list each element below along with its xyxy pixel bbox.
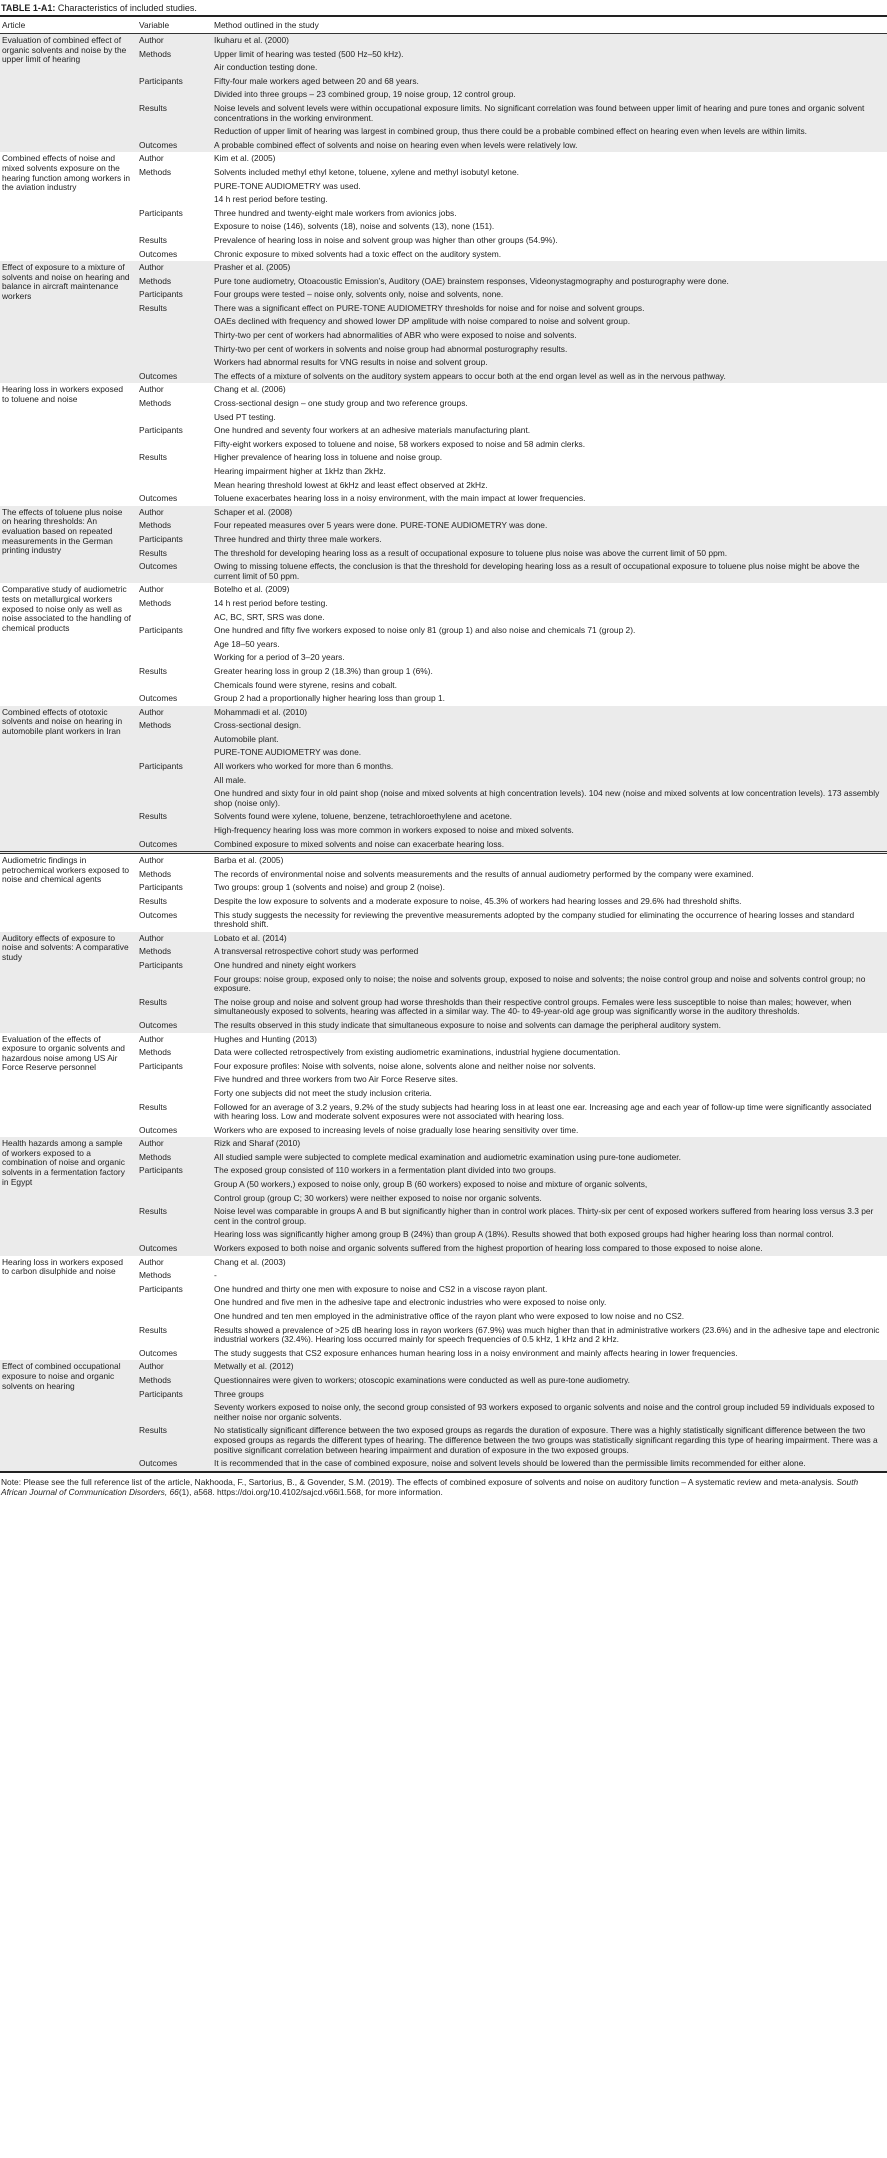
variable-cell: Outcomes [139, 1124, 178, 1135]
method-cell: High-frequency hearing loss was more common in workers exposed to noise and mixed solvents. [212, 824, 887, 838]
method-cell: Used PT testing. [214, 411, 276, 422]
variable-cell: Results [139, 1101, 167, 1112]
method-cell: The study suggests that CS2 exposure enhances human hearing loss in a noisy environment and mainly affects hearing in lower frequencies. [214, 1347, 738, 1358]
variable-cell [137, 1192, 212, 1206]
variable-cell [137, 180, 212, 194]
variable-cell: Methods [139, 868, 172, 879]
variable-cell: Participants [137, 533, 212, 547]
variable-cell [137, 1228, 212, 1242]
method-cell: A probable combined effect of solvents and noise on hearing even when levels were relatively low. [212, 139, 887, 153]
variable-cell [137, 1178, 212, 1192]
method-cell: No statistically significant difference between the two exposed groups as regards the duration of exposure. There was a highly statistically significant difference between the two exposed groups as regards the different types of hearing. The difference between the two groups was statistically significant regarding this type of hearing impairment. There was a positive significant correlation between hearing impairment and duration of exposure in the two exposed groups. [212, 1424, 887, 1457]
method-cell: Workers exposed to both noise and organic solvents suffered from the highest proportion of hearing loss compared to those exposed to noise alone. [212, 1242, 887, 1256]
method-cell: Barba et al. (2005) [212, 853, 887, 868]
method-cell: Age 18–50 years. [214, 638, 280, 649]
variable-cell: Author [137, 1137, 212, 1151]
method-cell: The results observed in this study indicate that simultaneous exposure to noise and solvents can damage the peripheral auditory system. [212, 1019, 887, 1033]
variable-cell [137, 329, 212, 343]
method-cell: Kim et al. (2005) [214, 153, 276, 164]
variable-cell: Results [137, 1205, 212, 1228]
method-cell: Four repeated measures over 5 years were done. PURE-TONE AUDIOMETRY was done. [212, 519, 887, 533]
variable-cell: Outcomes [137, 1242, 212, 1256]
table-row [0, 1033, 887, 1047]
caption-label: TABLE 1-A1: [1, 3, 56, 13]
method-cell: Fifty-four male workers aged between 20 and 68 years. [212, 75, 887, 89]
variable-cell: Methods [139, 166, 172, 177]
method-cell: Control group (group C; 30 workers) were neither exposed to noise nor organic solvents. [212, 1192, 887, 1206]
variable-cell: Methods [139, 1270, 172, 1281]
variable-cell [137, 1401, 212, 1424]
variable-cell [137, 193, 212, 207]
method-cell: The threshold for developing hearing loss as a result of occupational exposure to toluene plus noise was above the current limit of 50 ppm. [212, 547, 887, 561]
variable-cell [137, 774, 212, 788]
variable-cell: Outcomes [137, 1019, 212, 1033]
table-row [0, 261, 887, 275]
variable-cell: Methods [137, 945, 212, 959]
method-cell: All workers who worked for more than 6 months. [212, 760, 887, 774]
variable-cell: Outcomes [137, 560, 212, 583]
method-cell: There was a significant effect on PURE-TONE AUDIOMETRY thresholds for noise and for noise and solvent groups. [212, 302, 887, 316]
variable-cell: Outcomes [137, 139, 212, 153]
table-row [0, 383, 887, 397]
method-cell: Thirty-two per cent of workers had abnormalities of ABR who were exposed to noise and solvents. [212, 329, 887, 343]
method-cell: Solvents found were xylene, toluene, benzene, tetrachloroethylene and acetone. [212, 810, 887, 824]
table-row [0, 706, 887, 720]
header-method: Method outlined in the study [212, 16, 887, 34]
variable-cell: Outcomes [139, 909, 178, 920]
variable-cell: Results [137, 1424, 212, 1457]
method-cell: Mean hearing threshold lowest at 6kHz and least effect observed at 2kHz. [214, 479, 488, 490]
variable-cell [137, 787, 212, 810]
method-cell: PURE-TONE AUDIOMETRY was done. [212, 746, 887, 760]
variable-cell [137, 411, 212, 425]
variable-cell: Participants [139, 207, 183, 218]
variable-cell: Methods [137, 48, 212, 62]
method-cell: Fifty-eight workers exposed to toluene and noise, 58 workers exposed to noise and 58 admin clerks. [214, 438, 586, 449]
variable-cell: Outcomes [139, 248, 178, 259]
method-cell: Noise level was comparable in groups A and B but significantly higher than in control work places. Thirty-six per cent of exposed workers suffered from hearing loss versus 3.3 per cent in the control group. [212, 1205, 887, 1228]
method-cell: A transversal retrospective cohort study was performed [212, 945, 887, 959]
method-cell: Followed for an average of 3.2 years, 9.2% of the study subjects had hearing loss in at least one ear. Increasing age and each year of follow-up time were significantly associated with hearing loss. Low and moderate solvent exposures were not associated with hearing loss. [214, 1101, 872, 1122]
variable-cell: Results [139, 1324, 167, 1335]
variable-cell: Author [137, 853, 212, 868]
article-title: Comparative study of audiometric tests on metallurgical workers exposed to noise only as well as noise associated to the handling of chemical products [2, 584, 131, 633]
variable-cell [137, 1073, 212, 1087]
variable-cell: Participants [139, 425, 183, 436]
variable-cell [137, 611, 212, 625]
variable-cell [137, 125, 212, 139]
method-cell: Despite the low exposure to solvents and a moderate exposure to noise, 45.3% of workers had hearing losses and 29.6% had threshold shifts. [214, 896, 742, 906]
article-title: Auditory effects of exposure to noise and solvents: A comparative study [0, 932, 137, 1033]
studies-table [0, 15, 887, 1473]
method-cell: One hundred and ten men employed in the administrative office of the rayon plant who were exposed to low noise and no CS2. [214, 1311, 685, 1321]
table-row [0, 506, 887, 520]
method-cell: AC, BC, SRT, SRS was done. [214, 611, 325, 622]
method-cell: One hundred and seventy four workers at an adhesive materials manufacturing plant. [214, 425, 531, 436]
table-row [0, 1256, 887, 1270]
variable-cell: Methods [137, 519, 212, 533]
variable-cell [137, 479, 212, 493]
caption-text: Characteristics of included studies. [55, 3, 197, 13]
method-cell: Hughes and Hunting (2013) [214, 1033, 317, 1044]
variable-cell: Results [139, 234, 167, 245]
method-cell: One hundred and sixty four in old paint shop (noise and mixed solvents at high concentration levels). 104 new (noise and mixed solvents at low concentration levels). 173 assembly shop (noise only). [212, 787, 887, 810]
table-row [0, 583, 887, 597]
variable-cell: Results [137, 996, 212, 1019]
note-citation: (1), a568. https://doi.org/10.4102/sajcd.v66i1.568, for more information. [178, 1486, 443, 1497]
variable-cell: Methods [137, 1374, 212, 1388]
variable-cell [137, 973, 212, 996]
method-cell: The noise group and noise and solvent group had worse thresholds than their respective control groups. Females were less susceptible to noise than males; however, when simultaneously exposed to solvents, hearing was affected in a similar way. The 40- to 49-year-old age group was significantly worse in the auditory thresholds. [212, 996, 887, 1019]
method-cell: Four exposure profiles: Noise with solvents, noise alone, solvents alone and neither noise nor solvents. [214, 1060, 596, 1071]
variable-cell: Author [137, 34, 212, 48]
article-title: The effects of toluene plus noise on hearing thresholds: An evaluation based on repeated measurements in the German printing industry [0, 506, 137, 584]
method-cell: - [214, 1270, 217, 1281]
variable-cell [137, 315, 212, 329]
method-cell: Divided into three groups – 23 combined group, 19 noise group, 12 control group. [212, 88, 887, 102]
method-cell: Rizk and Sharaf (2010) [212, 1137, 887, 1151]
method-cell: Combined exposure to mixed solvents and noise can exacerbate hearing loss. [212, 838, 887, 853]
method-cell: 14 h rest period before testing. [214, 597, 328, 608]
method-cell: OAEs declined with frequency and showed lower DP amplitude with noise compared to noise and solvent group. [212, 315, 887, 329]
variable-cell: Participants [139, 882, 183, 893]
method-cell: Automobile plant. [212, 733, 887, 747]
method-cell: This study suggests the necessity for reviewing the preventive measurements adopted by the company studied for eliminating the occurrence of hearing losses and standard threshold shift. [214, 909, 855, 930]
variable-cell [137, 638, 212, 652]
method-cell: Solvents included methyl ethyl ketone, toluene, xylene and methyl isobutyl ketone. [214, 166, 519, 177]
method-cell: Lobato et al. (2014) [212, 932, 887, 946]
variable-cell: Outcomes [137, 1457, 212, 1472]
variable-cell [137, 343, 212, 357]
variable-cell: Outcomes [137, 838, 212, 853]
variable-cell: Participants [137, 959, 212, 973]
article-title: Hearing loss in workers exposed to toluene and noise [2, 384, 124, 405]
variable-cell: Author [137, 506, 212, 520]
variable-cell: Author [137, 1360, 212, 1374]
variable-cell: Participants [137, 760, 212, 774]
method-cell: Mohammadi et al. (2010) [212, 706, 887, 720]
table-note [0, 1473, 887, 1501]
method-cell: All male. [212, 774, 887, 788]
variable-cell: Methods [137, 719, 212, 733]
method-cell: Four groups were tested – noise only, solvents only, noise and solvents, none. [212, 288, 887, 302]
variable-cell [137, 651, 212, 665]
table-row [0, 152, 887, 166]
method-cell: Three hundred and twenty-eight male workers from avionics jobs. [214, 207, 457, 218]
table-caption [0, 0, 887, 15]
method-cell: Workers who are exposed to increasing levels of noise gradually lose hearing sensitivity over time. [214, 1124, 579, 1135]
variable-cell [137, 1296, 212, 1310]
method-cell: It is recommended that in the case of combined exposure, noise and solvent levels should be lowered than the permissible limits recommended for either alone. [212, 1457, 887, 1472]
note-journal: South African Journal of Communication Disorders, 66 [1, 1476, 859, 1497]
variable-cell: Author [139, 584, 164, 595]
table-header-row [0, 16, 887, 34]
method-cell: Four groups: noise group, exposed only to noise; the noise and solvents group, exposed to noise and solvents; the noise control group and noise and solvents control group; no exposure. [212, 973, 887, 996]
table-row [0, 932, 887, 946]
variable-cell: Methods [139, 1047, 172, 1058]
article-title: Evaluation of combined effect of organic solvents and noise by the upper limit of hearing [0, 34, 137, 153]
variable-cell: Methods [139, 597, 172, 608]
variable-cell [137, 1087, 212, 1101]
article-title: Combined effects of ototoxic solvents and noise on hearing in automobile plant workers in Iran [0, 706, 137, 853]
variable-cell [137, 61, 212, 75]
method-cell: One hundred and thirty one men with exposure to noise and CS2 in a viscose rayon plant. [214, 1283, 548, 1294]
variable-cell: Participants [137, 1388, 212, 1402]
variable-cell: Methods [139, 398, 172, 409]
variable-cell: Author [137, 932, 212, 946]
header-article: Article [0, 16, 137, 34]
method-cell: Forty one subjects did not meet the study inclusion criteria. [214, 1087, 432, 1098]
variable-cell: Methods [137, 275, 212, 289]
method-cell: Exposure to noise (146), solvents (18), noise and solvents (13), none (151). [214, 221, 495, 232]
method-cell: Botelho et al. (2009) [214, 584, 290, 595]
method-cell: Five hundred and three workers from two Air Force Reserve sites. [214, 1074, 458, 1085]
method-cell: Noise levels and solvent levels were within occupational exposure limits. No significant correlation was found between upper limit of hearing and pure tones and organic solvent concentrations in the working environment. [212, 102, 887, 125]
variable-cell: Author [139, 153, 164, 164]
method-cell: Chang et al. (2006) [214, 384, 286, 395]
method-cell: Metwally et al. (2012) [212, 1360, 887, 1374]
method-cell: Greater hearing loss in group 2 (18.3%) than group 1 (6%). [214, 665, 433, 676]
method-cell: Workers had abnormal results for VNG results in noise and solvent group. [212, 356, 887, 370]
variable-cell: Author [139, 1256, 164, 1267]
method-cell: Higher prevalence of hearing loss in toluene and noise group. [214, 452, 443, 463]
variable-cell [137, 679, 212, 693]
method-cell: Thirty-two per cent of workers in solvents and noise group had abnormal posturography results. [212, 343, 887, 357]
variable-cell [137, 438, 212, 452]
variable-cell [137, 465, 212, 479]
article-title: Effect of exposure to a mixture of solvents and noise on hearing and balance in aircraft maintenance workers [0, 261, 137, 383]
method-cell: Schaper et al. (2008) [212, 506, 887, 520]
article-title: Effect of combined occupational exposure to noise and organic solvents on hearing [0, 1360, 137, 1471]
method-cell: Data were collected retrospectively from existing audiometric examinations, industrial hygiene documentation. [214, 1047, 621, 1058]
variable-cell [137, 220, 212, 234]
method-cell: Prasher et al. (2005) [212, 261, 887, 275]
variable-cell: Results [139, 665, 167, 676]
method-cell: Hearing impairment higher at 1kHz than 2kHz. [214, 466, 386, 476]
table-body [0, 34, 887, 1472]
variable-cell: Results [139, 896, 167, 906]
table-row [0, 34, 887, 48]
method-cell: Upper limit of hearing was tested (500 Hz–50 kHz). [212, 48, 887, 62]
variable-cell [137, 88, 212, 102]
variable-cell: Participants [139, 625, 183, 636]
variable-cell: Participants [137, 1164, 212, 1178]
variable-cell [137, 733, 212, 747]
method-cell: Ikuharu et al. (2000) [212, 34, 887, 48]
variable-cell: Methods [137, 1151, 212, 1165]
article-title: Hearing loss in workers exposed to carbon disulphide and noise [2, 1256, 124, 1277]
method-cell: Three hundred and thirty three male workers. [212, 533, 887, 547]
variable-cell: Results [137, 547, 212, 561]
method-cell: Pure tone audiometry, Otoacoustic Emission’s, Auditory (OAE) brainstem responses, Videonystagmography and posturography were done. [212, 275, 887, 289]
method-cell: 14 h rest period before testing. [214, 194, 328, 205]
variable-cell: Participants [139, 1283, 183, 1294]
method-cell: Hearing loss was significantly higher among group B (24%) than group A (18%). Results showed that both exposed groups had higher hearing loss than normal control. [212, 1228, 887, 1242]
method-cell: Group A (50 workers,) exposed to noise only, group B (60 workers) exposed to noise and mixture of organic solvents, [212, 1178, 887, 1192]
variable-cell: Results [137, 102, 212, 125]
variable-cell: Author [139, 1033, 164, 1044]
method-cell: Chemicals found were styrene, resins and cobalt. [214, 679, 397, 690]
method-cell: Cross-sectional design. [212, 719, 887, 733]
method-cell: All studied sample were subjected to complete medical examination and audiometric examination using pure-tone audiometer. [212, 1151, 887, 1165]
method-cell: Air conduction testing done. [212, 61, 887, 75]
method-cell: One hundred and five men in the adhesive tape and electronic industries who were exposed to noise only. [214, 1297, 607, 1308]
variable-cell [137, 356, 212, 370]
variable-cell: Results [139, 452, 167, 463]
method-cell: The exposed group consisted of 110 workers in a fermentation plant divided into two groups. [212, 1164, 887, 1178]
method-cell: The records of environmental noise and solvents measurements and the results of annual audiometry performed by the company were examined. [214, 868, 754, 879]
article-title: Audiometric findings in petrochemical workers exposed to noise and chemical agents [0, 853, 137, 932]
method-cell: Questionnaires were given to workers; otoscopic examinations were conducted as well as pure-tone audiometry. [212, 1374, 887, 1388]
table-row [0, 1137, 887, 1151]
variable-cell [137, 746, 212, 760]
variable-cell [137, 824, 212, 838]
method-cell: PURE-TONE AUDIOMETRY was used. [214, 180, 361, 191]
method-cell: Reduction of upper limit of hearing was largest in combined group, thus there could be a probable combined effect on hearing even when levels are within limits. [212, 125, 887, 139]
method-cell: Prevalence of hearing loss in noise and solvent group was higher than other groups (54.9%). [214, 234, 558, 245]
variable-cell: Outcomes [137, 370, 212, 384]
variable-cell: Participants [137, 75, 212, 89]
method-cell: One hundred and fifty five workers exposed to noise only 81 (group 1) and also noise and chemicals 71 (group 2). [214, 625, 636, 636]
variable-cell: Results [137, 810, 212, 824]
variable-cell [137, 1310, 212, 1324]
table-row [0, 853, 887, 868]
variable-cell: Outcomes [139, 693, 178, 704]
variable-cell: Results [137, 302, 212, 316]
method-cell: The effects of a mixture of solvents on the auditory system appears to occur both at the end organ level as well as in the nervous pathway. [212, 370, 887, 384]
variable-cell: Author [137, 261, 212, 275]
method-cell: Two groups: group 1 (solvents and noise) and group 2 (noise). [214, 882, 445, 893]
method-cell: Working for a period of 3–20 years. [214, 652, 345, 663]
header-variable: Variable [137, 16, 212, 34]
method-cell: Three groups [212, 1388, 887, 1402]
variable-cell: Author [139, 384, 164, 395]
variable-cell: Outcomes [139, 493, 178, 504]
variable-cell: Participants [139, 1060, 183, 1071]
method-cell: Seventy workers exposed to noise only, the second group consisted of 93 workers exposed to organic solvents and noise and the control group included 59 individuals exposed to neither noise nor organic solvents. [212, 1401, 887, 1424]
variable-cell: Participants [137, 288, 212, 302]
article-title: Health hazards among a sample of workers exposed to a combination of noise and organic solvents in a fermentation factory in Egypt [0, 1137, 137, 1255]
method-cell: Cross-sectional design – one study group and two reference groups. [214, 398, 468, 409]
method-cell: Chronic exposure to mixed solvents had a toxic effect on the auditory system. [214, 248, 502, 259]
method-cell: One hundred and ninety eight workers [212, 959, 887, 973]
method-cell: Results showed a prevalence of >25 dB hearing loss in rayon workers (67.9%) was much higher than that in administrative workers (23.6%) and in the adhesive tape and electronic industrial workers (32.4%). Hearing loss occurred mainly for speech frequencies of 0.5 kHz, 1 kHz and 2 kHz. [214, 1324, 880, 1345]
variable-cell: Author [137, 706, 212, 720]
variable-cell: Outcomes [139, 1347, 178, 1358]
table-row [0, 1360, 887, 1374]
method-cell: Owing to missing toluene effects, the conclusion is that the threshold for developing hearing loss as a result of occupational exposure to toluene plus noise might be above the current limit of 50 ppm. [212, 560, 887, 583]
method-cell: Toluene exacerbates hearing loss in a noisy environment, with the main impact at lower frequencies. [214, 493, 586, 504]
method-cell: Chang et al. (2003) [214, 1256, 286, 1267]
note-text: Note: Please see the full reference list of the article, Nakhooda, F., Sartorius, B., & Govender, S.M. (2019). The effects of combined exposure of solvents and noise on auditory function – A systematic review and meta-analysis. [1, 1476, 837, 1487]
article-title: Combined effects of noise and mixed solvents exposure on the hearing function among workers in the aviation industry [2, 153, 131, 193]
method-cell: Group 2 had a proportionally higher hearing loss than group 1. [214, 693, 445, 704]
article-title: Evaluation of the effects of exposure to organic solvents and hazardous noise among US Air Force Reserve personnel [2, 1033, 125, 1073]
